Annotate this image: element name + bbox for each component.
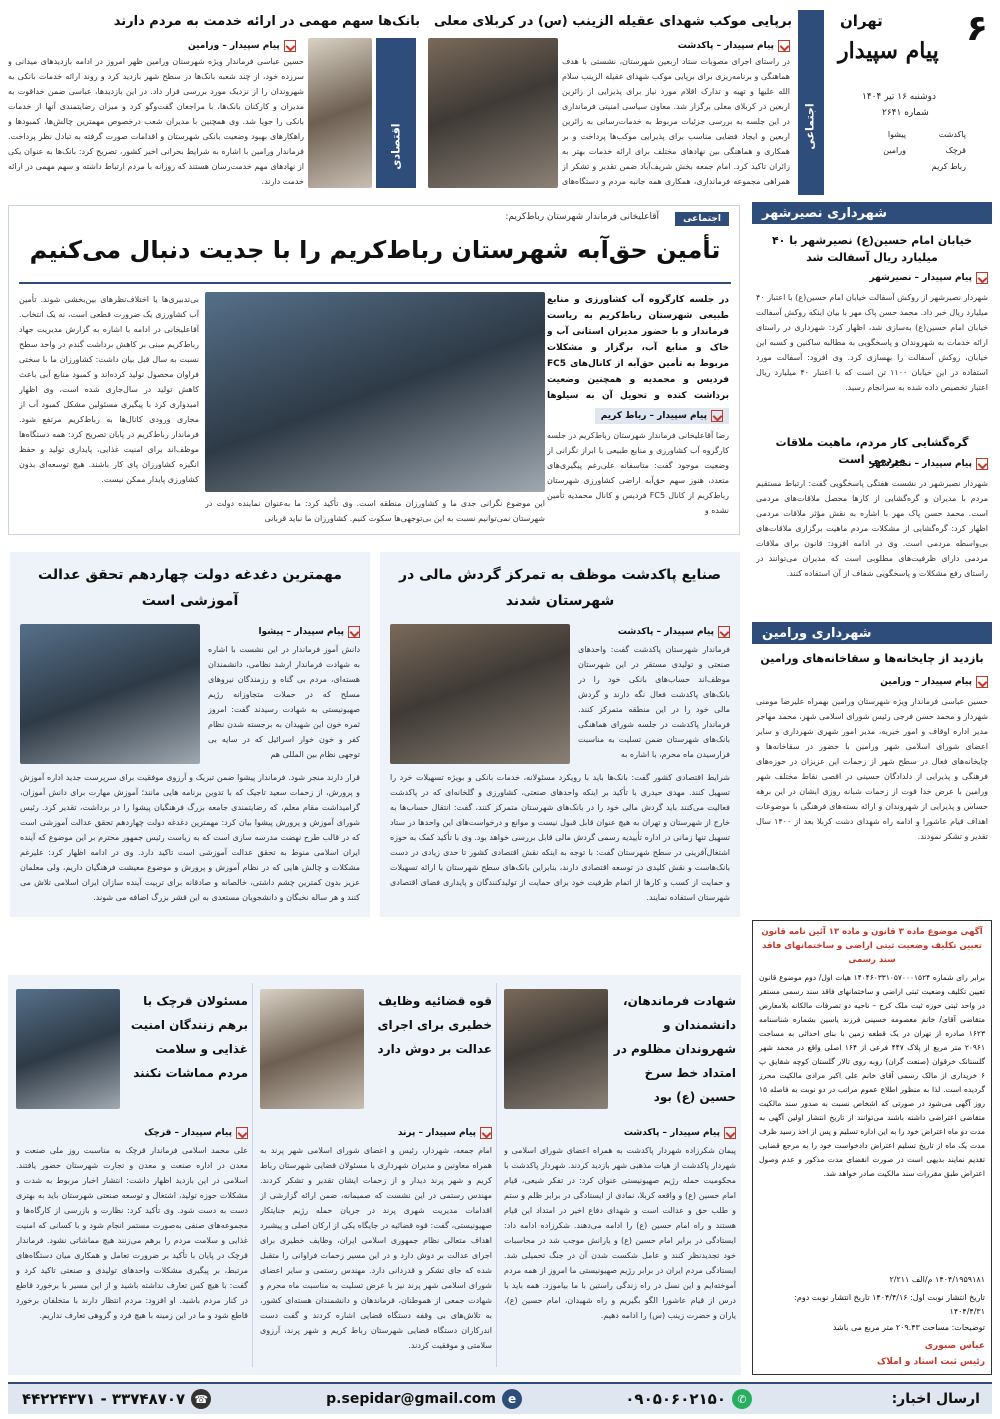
- byline-icon: [778, 40, 790, 52]
- byline-text: پیام سپیدار – ورامین: [880, 677, 972, 687]
- email-address: p.sepidar@gmail.com: [326, 1391, 496, 1407]
- pakdasht-banks-story: [380, 552, 740, 917]
- story-body: دانش آموز فرماندار در این نشست با اشاره به شهادت فرماندار ارشد نظامی، دانشمندان هسته‌ای، مردم بی گناه و رزمندگان نیروهای مسلح که در حملات متجاوزانه رژیم صهیونیستی به شهادت رسیدند گفت: امروز ثمره خون این شهیدان به برجسته شدن نظام کفر و خون خوار اسرائیل که در سایه بی توجهی نظام بین المللی هم: [208, 645, 360, 759]
- city-item: پیشوا: [887, 130, 906, 139]
- byline-icon: [976, 272, 988, 284]
- byline-text: پیام سپیدار – پاکدشت: [623, 1128, 720, 1138]
- byline-text: پیام سپیدار – پاکدشت: [677, 41, 774, 51]
- footer-label: ارسال اخبار:: [891, 1391, 980, 1407]
- byline-icon: [284, 40, 296, 52]
- kicker: آقاعلیخانی فرماندار شهرستان رباط‌کریم:: [505, 212, 659, 222]
- city-item: رباط کریم: [931, 162, 966, 171]
- story-title: صنایع پاکدشت موظف به تمرکز گردش مالی در شهرستان شدند: [399, 567, 721, 609]
- byline-text: پیام سپیدار – قرچک: [144, 1128, 232, 1138]
- story-body: در راستای اجرای مصوبات ستاد اربعین شهرستان، نشستی با هدف هماهنگی و برنامه‌ریزی برای برپایی موکب شهدای عقیله الزینب سلام الله علیها و تهیه و تدارک اقلام مورد نیاز برای پذیرایی از زائرین اربعین در کربلای معلی برگزار شد. معاون سیاسی امنیتی فرمانداری در این جلسه به بررسی جزئیات مربوط به خدمات‌رسانی به زائرین اربعین و ایجاد فضایی مناسب برای پذیرایی موکب‌ها پرداخت و بر همکاری و هماهنگی بین نهادهای مختلف برای ارائه خدمات بهتر به زائران تاکید کرد. امام جمعه بخش شریف‌آباد ضمن تقدیر و تشکر از همراهی مجموعه فرمانداری، همکاری همه جانبه مردم و دستگاه‌های: [562, 57, 790, 186]
- byline-icon: [348, 626, 360, 638]
- section-title: شهرداری نصیرشهر: [762, 205, 888, 221]
- city-item: قرچک: [945, 146, 966, 155]
- story-photo: [504, 989, 608, 1109]
- whatsapp-number: ۰۹۰۵۰۶۰۲۱۵۰: [625, 1390, 726, 1408]
- logo-sub: تهران: [840, 12, 883, 30]
- story-title: برپایی موکب شهدای عقیله الزینب (س) در کربلای معلی: [434, 14, 792, 29]
- notice-ref: ۱۴۰۴/۱۹۵۹۱۸۱ م/الف ۲/۲۱۱: [889, 1275, 985, 1284]
- whatsapp-icon: ✆: [732, 1389, 752, 1409]
- byline-text: پیام سپیدار – نصیرشهر: [869, 273, 972, 283]
- story-body: فرماندار شهرستان پاکدشت گفت: واحدهای صنعتی و تولیدی مستقر در این شهرستان موظف‌اند حساب‌های بانکی خود را در بانک‌های پاکدشت فعال نگه دارند و گردش مالی خود را در این منطقه متمرکز کنند. فرماندار پاکدشت در جلسه شورای هماهنگی بانک‌های شهرستان ضمن تسلیت به مناسبت فرارسیدن ماه محرم، با اشاره به: [578, 645, 730, 759]
- phone-icon: ☎: [191, 1389, 211, 1409]
- story-body: حسین عباسی فرماندار ویژه شهرستان ورامین ظهر امروز در ادامه بازدیدهای میدانی و سرزده خود، از چند شعبه بانک‌ها در سطح شهر بازدید کرد و روند ارائه خدمات بانکی به شهروندان را از نزدیک مورد بررسی قرار داد. در این بازدیدها، عباسی ضمن خداقوت به مدیران و کارکنان بانک‌ها، با مراجعان گفت‌وگو کرد و میزان رضایتمندی آنها از خدمات بانکی را جویا شد. وی همچنین با مدیران شعب درخصوص مهمترین چالش‌ها، کمبودها و راهکارهای بهبود وضعیت بانکی شهرستان و اقدامات صورت گرفته به تبادل نظر پرداخت. فرماندار ورامین با اشاره به شرایط بحرانی اخیر کشور، تصریح کرد: بانک‌ها به عنوان یکی از نهادهای مهم خدمت‌رسان هستند که روزانه با مردم ارتباط داشته و سهم مهمی در ارائه خدمت دارند.: [8, 57, 304, 186]
- bottom-parand-story: [256, 975, 496, 1375]
- main-headline: تأمین حق‌آبه شهرستان رباط‌کریم را با جدیت دنبال می‌کنیم: [29, 236, 721, 264]
- byline-icon: [236, 1127, 248, 1139]
- notice-signer-role: رئیس ثبت اسناد و املاک: [877, 1357, 985, 1367]
- byline-icon: [711, 410, 723, 422]
- byline: [595, 408, 729, 424]
- col-2: این موضوع نگرانی جدی ما و کشاورزان منطقه است. وی تأکید کرد: ما به‌عنوان نماینده دولت در شهرستان نمی‌توانیم نسبت به این بی‌توجهی‌ها سکوت کنیم. کشاورزان ما نباید قربانی: [205, 499, 545, 523]
- byline-icon: [718, 626, 730, 638]
- lead: در جلسه کارگروه آب کشاورزی و منابع طبیعی شهرستان رباط‌کریم به ریاست فرماندار و با حضور مدیران استانی آب و خاک و منابع آب، برگزار و مشکلات مربوط به تأمین حق‌آبه از کانال‌های FC5 فردیس و محمدیه و همچنین وضعیت برداشت کنده و تحویل آن به سیلوها: [547, 295, 729, 401]
- byline: [618, 626, 730, 638]
- byline: [258, 626, 360, 638]
- story-body: امام جمعه، شهردار، رئیس و اعضای شورای اسلامی شهر پرند به همراه معاونین و مدیران شهرداری با مسئولان قضایی شهرستان رباط کریم و شهر پرند دیدار و از زحمات ایشان تقدیر و تشکر کردند. مهندس رستمی در این نشست که صمیمانه، ضمن ارائه گزارشی از اقدامات مدیریت شهری پرند در جریان حمله رژیم جنایتکار صهیونیستی، گفت: قوه قضائیه در جایگاه یکی از ارکان اصلی و پیشبرد اهداف متعالی نظام جمهوری اسلامی ایران، وظایف خطیری برای اجرای عدالت بر دوش دارد و در این مسیر زحمات فراوانی را متقبل شده که جای تشکر و قدردانی دارد. مهندس رستمی و سایر اعضای شورای اسلامی شهر پرند نیز با عرض تسلیت به مناسبت ماه محرم و شهادت جمعی از هموطنان، فرماندهان و دانشمندان هسته‌ای کشور، به تلاش‌های بی وقفه دستگاه قضایی اشاره کردند و گفت دست اندرکاران دستگاه قضایی شهرستان رباط کریم و شهر پرند، آرزوی سلامتی و موفقیت کردند.: [260, 1146, 492, 1350]
- story-body-full: قرار دارند منجر شود. فرماندار پیشوا ضمن تبریک و آرزوی موفقیت برای سرپرست جدید اداره آموزش و پرورش، از زحمات سعید تاجیک که با تدوین برنامه هایی مانند؛ آموزش مهارت برای دانش آموزان، گرامیداشت مقام معلم، که رضایتمندی جامعه بزرگ فرهنگیان پیشوا را در برداشت، تقدیر کرد. رئیس شورای آموزش و پرورش پیشوا بیان کرد: مهمترین دغدغه دولت چهاردهم تحقق عدالت آموزشی است که در قالب طرح نهضت مدرسه سازی است که به ریاست رئیس جمهور محترم بر این موضوع که آینده ایران اسلامی منوط به تحقق عدالت آموزشی است تاکید دارد. وی در ادامه اظهار کرد: علیرغم مشکلات و چالش هایی که در نظام آموزش و پرورش و موضوع معیشت فرهنگیان داریم، ولی معلمان عزیز بدون کمترین چشم داشتی، خالصانه و صادقانه برای تربیت آینده سازان ایران اسلامی تلاش می کنند و هر ساله نخبگان و دانشجویان مستعدی به این قشر بزرگ اضافه می شوند.: [20, 773, 360, 902]
- story-photo: [260, 989, 364, 1109]
- bottom-pakdasht-story: [500, 975, 740, 1375]
- story-photo: [390, 624, 570, 764]
- item-title: بازدید از چایخانه‌ها و سقاخانه‌های ورامین: [760, 652, 984, 665]
- byline-text: پیام سپیدار – نصیرشهر: [869, 459, 972, 469]
- byline: [869, 272, 988, 284]
- headline-rule: [19, 282, 731, 284]
- byline-text: پیام سپیدار – پرند: [397, 1128, 476, 1138]
- story-body: علی محمد اسلامی فرماندار قرچک به مناسبت روز ملی صنعت و معدن در اداره صنعت و معدن و تجارت شهرستان حضور یافتند. اسلامی در این بازدید اظهار داشت: انتشار اخبار مربوط به شدت و مشکلات حوزه تولید، اشتغال و توسعه صنعتی شهرستان باید به بهتری دست به دست شود. وی تأکید کرد: نظارت و بازرسی از کارگاه‌ها و مجموعه‌های صنفی به‌صورت مستمر انجام شود و با کسانی که امنیت غذایی و سلامت مردم را برهم می‌زنند هیچ مماشاتی نشود. فرماندار قرچک در پایان با تأکید بر ضرورت تعامل و همکاری میان دستگاه‌های مرتبط، بر پیگیری مشکلات واحدهای تولیدی و صنعتی تاکید کرد و گفت: با هیچ کس تعارف نداشته باشید و از این مسیر با برخورد قاطع در کنار مردم باشید. او افزود: مردم انتظار دارند با متخلفان برخورد قاطع شود و ما در این زمینه با هیچ فرد و گروهی تعارف نداریم.: [16, 1146, 248, 1320]
- masthead: [832, 8, 992, 198]
- byline: [188, 40, 296, 52]
- top-center-story: [428, 10, 824, 195]
- section-header: [752, 622, 992, 644]
- byline-text: پیام سپیدار – پیشوا: [258, 627, 344, 637]
- item-title: خیابان امام حسین(ع) نصیرشهر با ۴۰ میلیارد ریال آسفالت شد: [771, 234, 973, 264]
- footer-bar: [8, 1382, 992, 1414]
- whatsapp-contact[interactable]: [625, 1389, 752, 1409]
- col-1: رضا آقاعلیخانی فرماندار شهرستان رباط‌کریم در جلسه کارگروه آب کشاورزی و منابع طبیعی با ابراز نگرانی از وضعیت موجود گفت: متاسفانه علی‌رغم پیگیری‌های متعدد، هنوز سهم حق‌آبه اراضی کشاورزی شهرستان رباط‌کریم از کانال FC5 فردیس و کانال محمدیه تأمین نشده و: [547, 431, 729, 515]
- notice-note: توضیحات: مساحت ۲۰۹.۴۳ متر مربع می باشد: [832, 1323, 985, 1332]
- byline-icon: [724, 1127, 736, 1139]
- byline-text: پیام سپیدار – رباط کریم: [600, 411, 707, 421]
- nasirshahr-section: [752, 202, 992, 617]
- item-body: حسین عباسی فرماندار ویژه شهرستان ورامین بهمراه علیرضا مومنی شهردار و محمد حسن فرجی رئیس شورای اسلامی شهر، محمد مهاجر مدیر اداره اوقاف و امور خیریه، مدیر امور شهری شهرداری و سایر اعضای شورای اسلامی شهر ورامین با حضور در سقاخانه‌ها و چایخانه‌های فعال در سطح شهر از زحمات این عزیزان در حوزه‌های فرهنگی و پذیرایی از دلدادگان حسینی در اقصی نقاط مختلف شهر ورامین با عرض خدا قوت از زحمات شبانه روزی ایشان در این برهه حساس و پذیرایی از شهروندان و ارائه بسته‌های فرهنگی با موضوعات اهداف قیام عاشورا و ادامه راه شهدای دشت کربلا بعد از ۱۴۰۰ سال تقدیر و تشکر نمودند.: [756, 697, 988, 841]
- notice-dates: تاریخ انتشار نوبت اول: ۱۴۰۴/۴/۱۶ تاریخ انتشار نوبت دوم: ۱۴۰۴/۴/۳۱: [794, 1293, 985, 1316]
- byline-icon: [976, 676, 988, 688]
- side-tag-label: اقتصادی: [389, 123, 403, 170]
- phone-contact[interactable]: [22, 1389, 211, 1409]
- byline: [624, 1127, 736, 1139]
- city-item: ورامین: [883, 146, 906, 155]
- city-list: [836, 130, 966, 190]
- byline: [144, 1127, 248, 1139]
- phone-number: ۳۳۷۴۸۷۰۷ - ۴۴۲۲۴۳۷۱: [22, 1390, 186, 1408]
- byline: [398, 1127, 492, 1139]
- byline-text: پیام سپیدار – ورامین: [188, 41, 280, 51]
- byline-icon: [480, 1127, 492, 1139]
- email-contact[interactable]: [326, 1389, 522, 1409]
- byline: [880, 676, 988, 688]
- side-tag-label: اجتماعی: [803, 103, 817, 150]
- story-title: شهادت فرماندهان، دانشمندان و شهروندان مظلوم در امتداد خط سرخ حسین (ع) بود: [613, 994, 736, 1104]
- story-photo: [308, 38, 372, 188]
- notice-body: برابر رای شماره ۱۴۰۴۶۰۳۳۱۰۵۷۰۰۰۱۵۲۴ هیات اول/ دوم موضوع قانون تعیین تکلیف وضعیت ثبتی اراضی و ساختمانهای فاقد سند رسمی مستقر در واحد ثبتی حوزه ثبت ملک کرج – ناحیه دو تصرفات مالکانه بلامعارض متقاضی آقای/ خانم معصومه حسینی فرزند یاسین بشماره شناسنامه ۱۶۲۳ صادره از تهران در یک قطعه زمین با بنای احداثی به مساحت ۲۰۹۶۱ متر مربع از پلاک ۴۴۷ فرعی از ۱۶۴ اصلی واقع در محمد شهر گلستانک خرقوان (صنعت گران) روبه روی تالار گلستان کوچه شقایق پ ۶ خریداری از مالک رسمی آقای خانم علی اکبر مرادی مالکیت محرز گردیده است. لذا به منظور اطلاع عموم مراتب در دو نوبت به فاصله ۱۵ روز آگهی می‌شود در صورتی که اشخاص نسبت به صدور سند مالکیت متقاضی اعتراضی داشته باشند می‌توانند از تاریخ انتشار اولین آگهی به مدت دو ماه اعتراض خود را به این اداره تسلیم و پس از اخذ رسید ظرف مدت یک ماه از تاریخ تسلیم اعتراض دادخواست خود را به مرجع قضایی تقدیم نمایند بدیهی است در صورت انقضای مدت مذکور و عدم وصول اعتراض طبق مقررات سند مالکیت صادر خواهد شد.: [759, 973, 985, 1178]
- byline: [678, 40, 790, 52]
- item-body: شهردار نصیرشهر از روکش آسفالت خیابان امام حسین(ع) با اعتبار ۴۰ میلیارد ریال خبر داد. محمد حسن پاک مهر با بیان اینکه روکش آسفالت خیابان امام حسین(ع) به‌سازی شد، اظهار کرد: شهرداری در راستای ارائه خدمات به شهروندان و پاسخگویی به مطالبه ساکنین و کسبه این خیابان، روکش آسفالت را بهسازی کرد. وی افزود: آسفالت مورد استفاده در این خیابان ۱۱۰۰ تن است که با اعتبار ۴۰ میلیارد ریال اعتبار تخصیص داده شده به سرانجام رسید.: [756, 293, 988, 392]
- pishva-story: [10, 552, 370, 917]
- top-left-story: [8, 10, 420, 195]
- page-number: ۶: [966, 8, 988, 49]
- story-title: مهمترین دغدغه دولت چهاردهم تحقق عدالت آموزشی است: [38, 567, 342, 609]
- land-notice: [752, 920, 992, 1375]
- section-title: شهرداری ورامین: [762, 625, 872, 641]
- email-icon: e: [502, 1389, 522, 1409]
- item-title: گره‌گشایی کار مردم، ماهیت ملاقات مردمی است: [775, 436, 969, 466]
- byline: [869, 458, 988, 470]
- story-photo: [20, 624, 200, 764]
- varamin-section: [752, 622, 992, 907]
- notice-title: آگهی موضوع ماده ۳ قانون و ماده ۱۳ آئین نامه قانون تعیین تکلیف وضعیت ثبتی اراضی و ساختمانهای فاقد سند رسمی: [761, 927, 983, 965]
- issue-number: شماره ۲۶۴۱: [882, 108, 929, 118]
- item-body: شهردار نصیرشهر در نشست هفتگی پاسخگویی گفت: ارتباط مستقیم مردم با مدیران و گره‌گشایی از کارها محصل ملاقات‌های مردمی است. محمد حسن پاک مهر با اشاره به نقش مؤثر ملاقات مردمی اظهار کرد: گره‌گشایی از مشکلات مردم ماهیت برگزاری ملاقات‌های بی‌واسطه مردمی است. وی در ادامه افزود: قانون برای ملاقات مردمی دارای ظرفیت‌های مطلوبی است که مدیران می‌توانند در راستای رفع مشکلات و پاسخگویی شفاف از آن استفاده کنند.: [756, 479, 988, 578]
- city-item: پاکدشت: [938, 130, 966, 139]
- section-header: [752, 202, 992, 224]
- main-photo: [205, 292, 545, 492]
- byline-icon: [976, 458, 988, 470]
- section-tag: اجتماعی: [675, 212, 729, 226]
- story-title: بانک‌ها سهم مهمی در ارائه خدمت به مردم دارند: [113, 14, 420, 29]
- notice-signer: عباس صبوری: [924, 1341, 985, 1351]
- story-body-full: شرایط اقتصادی کشور گفت: بانک‌ها باید با رویکرد مسئولانه، خدمات بانکی و بویژه تسهیلات خرد را تسهیل کنند. مهدی حیدری با تأکید بر اینکه واحدهای صنعتی، کشاورزی و گلخانه‌ای که در پاکدشت فعالیت می‌کنند باید گردش مالی خود را در بانک‌های شهرستان متمرکز کنند، گفت: انتقال حساب‌ها به خارج از شهرستان و تهران به هیچ عنوان قابل قبول نیست و موانع و درخواست‌های این واحدها در ستاد تسهیل تنها زمانی در اداره تأییدیه رسمی گردش مالی قابل بررسی خواهد بود. وی با تأکید کمک به حوزه اشتغال‌آفرینی در سطح شهرستان گفت: با توجه به اینکه نقش اقتصادی کشور تا حدی زیادی در دست بانک‌هاست و نقش کلیدی در توسعه اقتصادی دارند، بنابراین بانک‌های سطح شهرستان با ارائه تسهیلات و حمایت از کسب و کارها از اتمام ظرفیت خود برای حمایت از تولیدکنندگان و پایداری فضای اقتصادی شهرستان استفاده نمایند.: [390, 773, 730, 902]
- story-title: مسئولان قرچک با برهم زنندگان امنیت غذایی و سلامت مردم مماشات نکنند: [130, 994, 248, 1080]
- story-title: قوه قضائیه وظایف خطیری برای اجرای عدالت بر دوش دارد: [377, 994, 492, 1056]
- logo: پیام سپیدار: [838, 38, 939, 64]
- main-story: [8, 205, 740, 535]
- issue-date: دوشنبه ۱۶ تیر ۱۴۰۴: [862, 92, 936, 102]
- story-photo: [16, 989, 120, 1109]
- byline-text: پیام سپیدار – پاکدشت: [617, 627, 714, 637]
- bottom-qarchak-story: [12, 975, 252, 1375]
- bottom-stories: [8, 975, 741, 1375]
- story-photo: [428, 38, 558, 188]
- story-body: پیمان شکرزاده شهردار پاکدشت به همراه اعضای شورای اسلامی و شهردار پاکدشت از هیات مذهبی شهر بازدید کردند. شهردار پاکدشت با محکومیت حمله رژیم صهیونیستی عنوان کرد: در تفکر شیعی، قیام امام حسین (ع) و واقعه کربلا، نمادی از ایستادگی در برابر ظلم و ستم و طلب حق و عدالت است و شهدای دفاع اخیر در امتداد این قیام هستند و راه امام حسین (ع) را ادامه می‌دهند. شکرزاده ادامه داد: ایستادگی در برابر امام حسین (ع) و یارانش موجب شد در محاسبات خود تجدیدنظر کنند و عامل شکست شدن آن در جنگ تحمیلی شد. ایستادگی مردم ایران در برابر رژیم صهیونیستی ما امروز از همه مردم آموخته‌ایم و این نسل در راه زندگی راستین با ما بیاموزد. همه باید با درس از قیام عاشورا الگو بگیریم و راه شهیدان، امام حسین (ع)، یاران و حضرت زینب (س) را ادامه دهیم.: [504, 1146, 736, 1320]
- col-3: بی‌تدبیری‌ها یا اختلاف‌نظرهای بین‌بخشی شوند. تأمین آب کشاورزی یک ضرورت قطعی است، نه یک انتخاب. آقاعلیخانی در ادامه با اشاره به گزارش مدیریت جهاد رباط‌کریم مبنی بر کاهش برداشت گندم در واحد سطح نسبت به سال قبل بیان داشت: کشاورزان ما با سختی فراوان محصول تولید کرده‌اند و کمبود منابع آبی باعث کاهش تولید در سال‌جاری شده است، وی اظهار امیدواری کرد با پیگیری مسئولین مشکل کمبود آب از مجاری ورودی کانال‌ها به رباط‌کریم مرتفع شود. فرماندار رباط‌کریم در پایان تصریح کرد: همه دستگاه‌ها موظف‌اند برای امنیت غذایی، پایداری تولید و حفظ انگیزه کشاورزان پای کار باشند. هیچ توسعه‌ای بدون کشاورزی پایدار ممکن نیست.: [19, 295, 199, 484]
